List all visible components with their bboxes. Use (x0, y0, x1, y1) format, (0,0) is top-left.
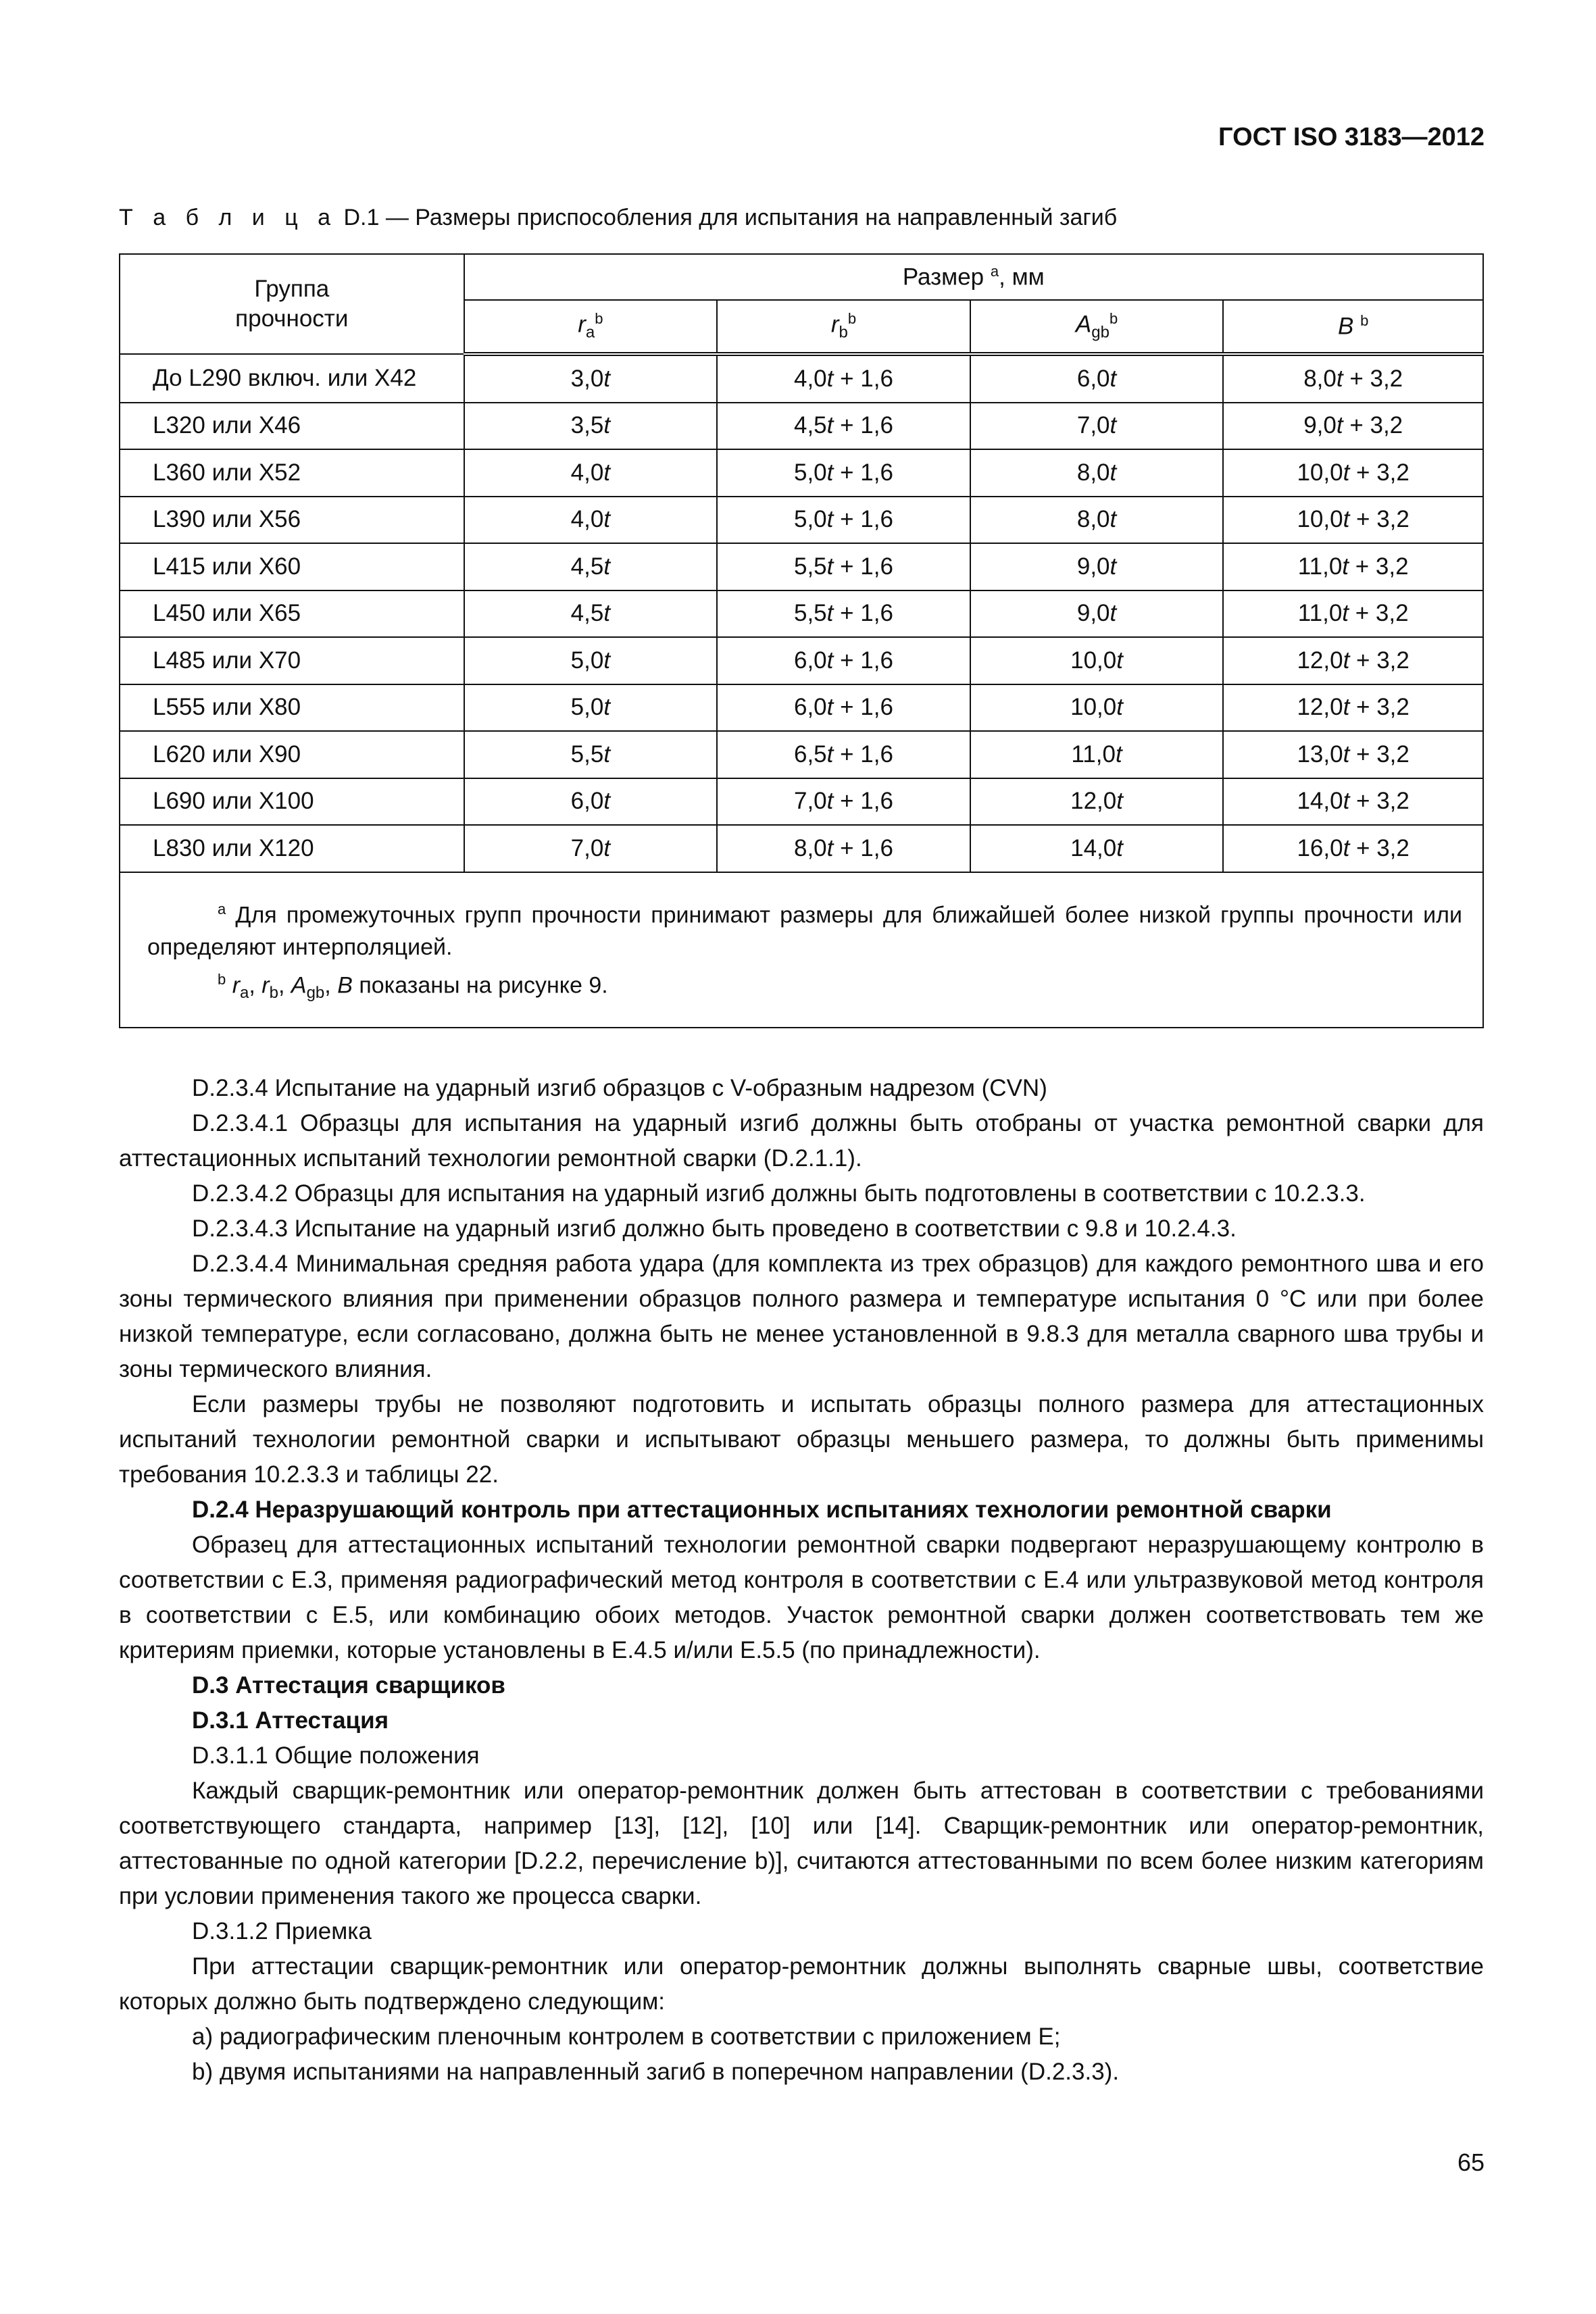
ra-cell: 7,0t (464, 825, 718, 872)
group-cell: L390 или X56 (120, 497, 464, 544)
b-cell: 8,0t + 3,2 (1223, 354, 1483, 403)
paragraph: При аттестации сварщик-ремонтник или оператор-ремонтник должны выполнять сварные швы, соответствие которых должно быть подтверждено следующим: (119, 1953, 1484, 2015)
ra-cell: 4,5t (464, 543, 718, 590)
group-cell: L620 или X90 (120, 731, 464, 778)
table-row (120, 497, 1483, 544)
table-row (120, 731, 1483, 778)
ra-cell: 5,0t (464, 684, 718, 732)
section-heading: D.3.1 Аттестация (192, 1707, 389, 1734)
group-cell: L360 или X52 (120, 449, 464, 497)
group-cell: L485 или X70 (120, 637, 464, 684)
group-cell: L690 или X100 (120, 778, 464, 826)
b-cell: 11,0t + 3,2 (1223, 543, 1483, 590)
footnote-a: $^a$ Для промежуточных групп прочности принимают размеры для ближайшей более низкой группы прочности или определяют интерполяцией. (147, 900, 1462, 960)
footnote-b: $^b$ $r_a$, $r_b$, $A_{gb}$, B показаны на рисунке 9. (218, 970, 608, 1002)
group-cell: L415 или X60 (120, 543, 464, 590)
b-cell: 11,0t + 3,2 (1223, 590, 1483, 638)
agb-cell: 6,0t (970, 354, 1224, 403)
rb-cell: 4,5t + 1,6 (717, 403, 970, 450)
group-cell: До L290 включ. или X42 (120, 354, 464, 403)
agb-cell: 10,0t (970, 684, 1224, 732)
b-cell: 10,0t + 3,2 (1223, 449, 1483, 497)
col-header-ra: $r_a^b$ (464, 300, 718, 354)
group-cell: L450 или X65 (120, 590, 464, 638)
agb-cell: 10,0t (970, 637, 1224, 684)
paragraph: D.2.3.4.2 Образцы для испытания на ударный изгиб должны быть подготовлены в соответствии с 10.2.3.3. (192, 1180, 1366, 1207)
caption-label: Т а б л и ц а (119, 205, 338, 230)
paragraph: b) двумя испытаниями на направленный загиб в поперечном направлении (D.2.3.3). (192, 2059, 1120, 2085)
paragraph: а) радиографическим пленочным контролем в соответствии с приложением Е; (192, 2023, 1061, 2050)
ra-cell: 3,0t (464, 354, 718, 403)
table-row (120, 590, 1483, 638)
rb-cell: 4,0t + 1,6 (717, 354, 970, 403)
col-header-rb: $r_b^b$ (717, 300, 970, 354)
rb-cell: 5,5t + 1,6 (717, 543, 970, 590)
col-header-agb: $A_{gb}^b$ (970, 300, 1224, 354)
group-cell: L830 или X120 (120, 825, 464, 872)
b-cell: 14,0t + 3,2 (1223, 778, 1483, 826)
rb-cell: 6,0t + 1,6 (717, 684, 970, 732)
b-cell: 13,0t + 3,2 (1223, 731, 1483, 778)
paragraph: D.2.3.4.4 Минимальная средняя работа удара (для комплекта из трех образцов) для каждого ремонтного шва и его зоны термического влияния при применении образцов полного размера и температуре испытания 0 °С или при более низкой температуре, если согласовано, должна быть не менее установленной в 9.8.3 для металла сварного шва трубы и зоны термического влияния. (119, 1251, 1484, 1382)
paragraph: D.2.3.4.3 Испытание на ударный изгиб должно быть проведено в соответствии с 9.8 и 10.2.4.3. (192, 1215, 1237, 1242)
table-row (120, 637, 1483, 684)
rb-cell: 7,0t + 1,6 (717, 778, 970, 826)
ra-cell: 5,5t (464, 731, 718, 778)
rb-cell: 6,0t + 1,6 (717, 637, 970, 684)
paragraph: D.3.1.2 Приемка (192, 1918, 372, 1944)
ra-cell: 4,0t (464, 449, 718, 497)
group-cell: L555 или X80 (120, 684, 464, 732)
table-footnotes (120, 872, 1483, 1028)
rb-cell: 5,5t + 1,6 (717, 590, 970, 638)
table-row (120, 449, 1483, 497)
col-header-b: B $^b$ (1223, 300, 1483, 354)
b-cell: 12,0t + 3,2 (1223, 684, 1483, 732)
paragraph: Образец для аттестационных испытаний технологии ремонтной сварки подвергают неразрушающему контролю в соответствии с Е.3, применяя радиографический метод контроля в соответствии с Е.4 или ультразвуковой метод контроля в соответствии с Е.5, или комбинацию обоих методов. Участок ремонтной сварки должен соответствовать тем же критериям приемки, которые установлены в Е.4.5 и/или Е.5.5 (по принадлежности). (119, 1532, 1484, 1663)
paragraph: D.2.3.4 Испытание на ударный изгиб образцов с V-образным надрезом (CVN) (192, 1075, 1047, 1101)
agb-cell: 9,0t (970, 590, 1224, 638)
group-cell: L320 или X46 (120, 403, 464, 450)
section-heading: D.2.4 Неразрушающий контроль при аттестационных испытаниях технологии ремонтной сварки (192, 1496, 1332, 1523)
ra-cell: 4,0t (464, 497, 718, 544)
ra-cell: 5,0t (464, 637, 718, 684)
ra-cell: 4,5t (464, 590, 718, 638)
page-number: 65 (1457, 2148, 1485, 2176)
group-header: Группа прочности (120, 254, 464, 354)
agb-cell: 9,0t (970, 543, 1224, 590)
table-row (120, 778, 1483, 826)
b-cell: 10,0t + 3,2 (1223, 497, 1483, 544)
section-heading: D.3 Аттестация сварщиков (192, 1672, 505, 1699)
b-cell: 9,0t + 3,2 (1223, 403, 1483, 450)
bend-jig-dimensions-table (119, 253, 1484, 1028)
ra-cell: 6,0t (464, 778, 718, 826)
size-header: Размер $^a$, мм (464, 254, 1483, 300)
table-row (120, 684, 1483, 732)
table-row (120, 354, 1483, 403)
table-row (120, 403, 1483, 450)
agb-cell: 8,0t (970, 449, 1224, 497)
agb-cell: 8,0t (970, 497, 1224, 544)
rb-cell: 8,0t + 1,6 (717, 825, 970, 872)
document-code: ГОСТ ISO 3183—2012 (1218, 123, 1485, 151)
agb-cell: 7,0t (970, 403, 1224, 450)
rb-cell: 5,0t + 1,6 (717, 497, 970, 544)
paragraph: D.2.3.4.1 Образцы для испытания на ударный изгиб должны быть отобраны от участка ремонтной сварки для аттестационных испытаний технологии ремонтной сварки (D.2.1.1). (119, 1110, 1484, 1172)
body-text (119, 1071, 1484, 2090)
agb-cell: 12,0t (970, 778, 1224, 826)
b-cell: 12,0t + 3,2 (1223, 637, 1483, 684)
table-row (120, 825, 1483, 872)
ra-cell: 3,5t (464, 403, 718, 450)
caption-text: D.1 — Размеры приспособления для испытания на направленный загиб (343, 205, 1118, 230)
paragraph: Если размеры трубы не позволяют подготовить и испытать образцы полного размера для аттестационных испытаний технологии ремонтной сварки и испытывают образцы меньшего размера, то должны быть применимы требования 10.2.3.3 и таблицы 22. (119, 1391, 1484, 1488)
paragraph: D.3.1.1 Общие положения (192, 1742, 480, 1769)
table-row (120, 543, 1483, 590)
paragraph: Каждый сварщик-ремонтник или оператор-ремонтник должен быть аттестован в соответствии с требованиями соответствующего стандарта, например [13], [12], [10] или [14]. Сварщик-ремонтник или оператор-ремонтник, аттестованные по одной категории [D.2.2, перечисление b)], считаются аттестованными по всем более низким категориям при условии применения такого же процесса сварки. (119, 1778, 1484, 1909)
agb-cell: 14,0t (970, 825, 1224, 872)
rb-cell: 5,0t + 1,6 (717, 449, 970, 497)
table-caption (119, 205, 1117, 231)
rb-cell: 6,5t + 1,6 (717, 731, 970, 778)
b-cell: 16,0t + 3,2 (1223, 825, 1483, 872)
agb-cell: 11,0t (970, 731, 1224, 778)
